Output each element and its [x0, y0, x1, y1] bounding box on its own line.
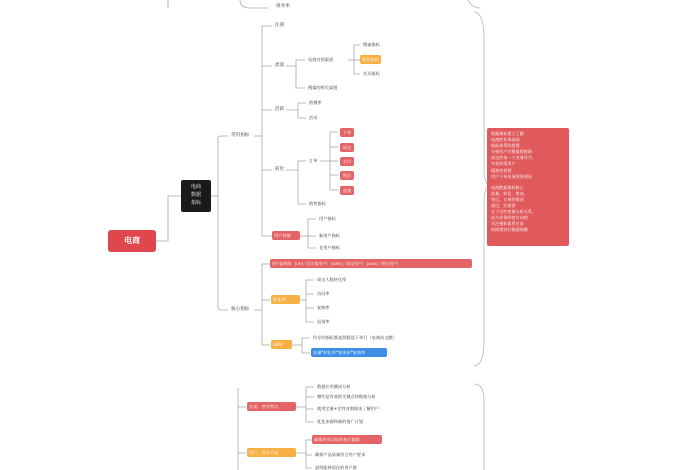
- stage1-item[interactable]: 哪些是有效的关键点和数据分析: [317, 394, 376, 399]
- note-line: 售后。订单的情况: [491, 196, 524, 202]
- conversion-item[interactable]: 访问率: [317, 291, 330, 296]
- note-line: 成交的每一个业务环节，: [491, 155, 537, 161]
- stage2-node[interactable]: 用户，营业产品: [247, 448, 296, 457]
- note-line: 持续建设好数据规模: [491, 227, 528, 233]
- user-metric-item[interactable]: 用户指标: [319, 216, 336, 221]
- core-metrics-node[interactable]: 核心指标: [231, 307, 250, 312]
- transaction-node[interactable]: 转化: [275, 167, 285, 172]
- level1-line: 指标: [190, 200, 201, 206]
- note-line: 电商数据指标核心: [491, 184, 524, 190]
- order-node[interactable]: 订单: [309, 158, 318, 163]
- stage1-item[interactable]: 使用定量+定性对数据来了解用户: [317, 406, 380, 411]
- note-line: 数据指标建立了解: [491, 131, 524, 136]
- traffic-sub-node[interactable]: 推荐指标: [362, 57, 379, 62]
- order-item-tag[interactable]: 售后: [340, 171, 354, 180]
- order-item-tag[interactable]: 下单: [340, 128, 354, 137]
- note-line: 指标体系的搭建: [491, 143, 520, 149]
- traffic-search-node[interactable]: 电商对的渠道: [308, 57, 334, 62]
- note-line: 用户下单业务效果情况: [491, 173, 532, 179]
- stage2-item[interactable]: 确保产品质量符合用户要求: [315, 452, 366, 457]
- traffic-page-node[interactable]: 搜索的相关渠道: [308, 85, 338, 90]
- conversion-item[interactable]: 复购率: [317, 305, 330, 310]
- active-item[interactable]: 活动: [309, 115, 318, 120]
- gmv-node[interactable]: GMV: [271, 340, 292, 349]
- register-node[interactable]: 注册: [275, 23, 285, 28]
- level1-node[interactable]: [181, 180, 211, 212]
- user-metric-item[interactable]: 新用户指标: [319, 233, 340, 238]
- note-line: 流量，转化，售前，: [491, 190, 528, 196]
- common-metrics-node[interactable]: 常用指标: [231, 133, 250, 138]
- traffic-sub-node[interactable]: 搜索指标: [363, 42, 380, 47]
- active-item[interactable]: 热搜率: [309, 100, 322, 105]
- conversion-item[interactable]: 成交人数转化率: [317, 277, 347, 282]
- conversion-node[interactable]: 转化率：: [271, 295, 300, 304]
- gmv-formula[interactable]: 流量*转化率*客单价*复购率: [311, 348, 387, 357]
- level1-line: 电商: [190, 184, 201, 190]
- order-item-tag[interactable]: 支付: [340, 157, 354, 166]
- user-metric-item[interactable]: 老用户指标: [319, 245, 340, 250]
- note-line: 有效获得用户: [491, 161, 516, 167]
- active-node[interactable]: 活跃: [275, 107, 285, 112]
- conversion-item[interactable]: 退货率: [317, 319, 330, 324]
- stage2-item[interactable]: 确保所有目标的执行跟踪: [312, 435, 382, 444]
- core-banner-node[interactable]: 用户流转路：[UV]（日访客用户） [GMV]（成交用户） [AOV]（单位用户）: [270, 259, 472, 268]
- stage2-item[interactable]: 最终能够留住的用户群: [315, 465, 357, 470]
- note-line: 分析用户完整流程链路: [491, 149, 532, 155]
- sales-node[interactable]: 销售指标: [309, 201, 326, 206]
- traffic-node[interactable]: 流量: [275, 63, 285, 68]
- top-partial-label: 排务率: [276, 4, 290, 9]
- note-box: [487, 128, 569, 246]
- user-metrics-node[interactable]: 用户价值: [272, 231, 300, 240]
- traffic-sub-node[interactable]: 首页指标: [363, 71, 380, 76]
- note-line: 精准的营销: [491, 167, 512, 173]
- note-line: 电商的业务基础: [491, 137, 520, 143]
- note-line: 在于这些变量分析关系，: [491, 209, 537, 215]
- note-line: 成为业务经营方向的: [491, 215, 528, 221]
- stage1-item[interactable]: 优化来源和新的推广计划: [317, 419, 364, 424]
- root-node[interactable]: 电商: [108, 230, 156, 252]
- stage1-node[interactable]: 交易，营业特点: [247, 402, 296, 411]
- note-line: 通过，还需要: [491, 203, 516, 209]
- order-item-tag[interactable]: 退货: [340, 186, 354, 195]
- stage1-item[interactable]: 数据应用测试分析: [317, 384, 351, 389]
- order-item-tag[interactable]: 成交: [340, 143, 354, 152]
- gmv-text[interactable]: 均专的指标都连续精选下单行（电商成交额）: [313, 335, 397, 340]
- level1-line: 数据: [190, 192, 201, 198]
- note-line: 关注指标体系应该: [491, 221, 524, 227]
